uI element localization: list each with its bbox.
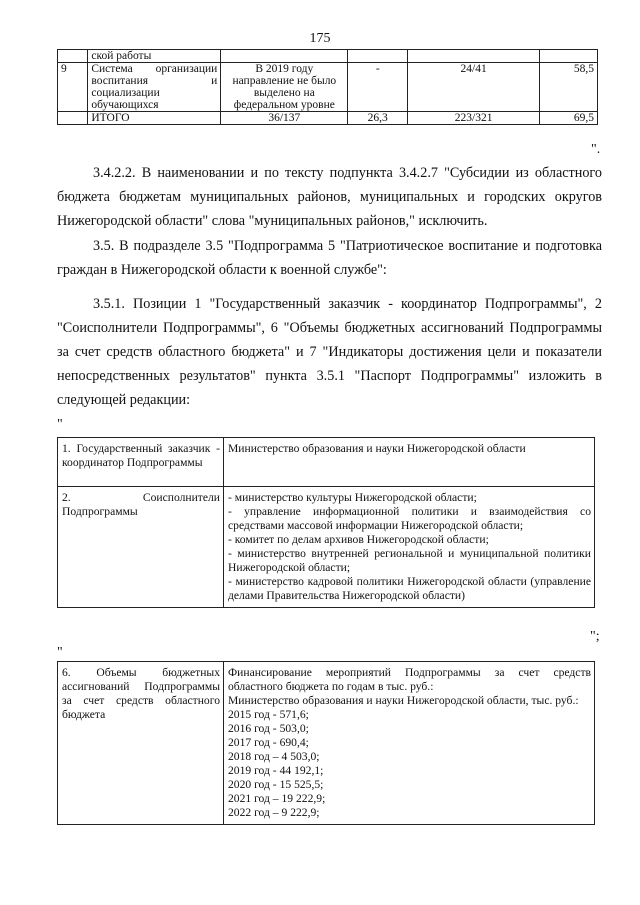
row-content: Министерство образования и науки Нижегородской области: [224, 438, 595, 487]
paragraph-3-5-1: 3.5.1. Позиции 1 "Государственный заказчик - координатор Подпрограммы", 2 "Соисполнители Подпрограммы", 6 "Объемы бюджетных ассигнований Подпрограммы за счет средств областного бюджета" и 7 "Индикаторы достижения цели и показатели непосредственных результатов" пункта 3.5.1 "Паспорт Подпрограммы" изложить в следующей редакции:: [57, 296, 602, 408]
total-value: 223/321: [408, 112, 540, 125]
page-number: 175: [309, 31, 331, 46]
opening-quote: ": [57, 417, 63, 432]
total-label: ИТОГО: [88, 112, 221, 125]
row-value: [408, 50, 540, 63]
row-number: [58, 50, 88, 63]
row-content: Финансирование мероприятий Подпрограммы за счет средств областного бюджета по годам в тыс. руб.: Министерство образования и науки Нижегородской области, тыс. руб.: 2015 год - 571,6; 2016 год - 503,0; 2017 год - 690,4; 2018 год – 4 503,0; 2019 год - 44 192,1; 2020 год - 15 525,5; 2021 год – 19 222,9; 2022 год – 9 222,9;: [224, 662, 595, 825]
closing-quote: ";: [590, 629, 600, 644]
row-value: [540, 50, 598, 63]
table-row: [58, 63, 598, 112]
opening-quote: ": [57, 645, 63, 660]
total-value: 36/137: [221, 112, 348, 125]
row-label: 2. Соисполнители Подпрограммы: [58, 487, 224, 608]
table-row: [58, 487, 595, 608]
row-label: 1. Государственный заказчик - координатор Подпрограммы: [58, 438, 224, 487]
row-number: 9: [58, 63, 88, 112]
passport-table-1: [57, 437, 595, 608]
row-value: -: [348, 63, 408, 112]
row-value: В 2019 году направление не было выделено на федеральном уровне: [221, 63, 348, 112]
row-value: 24/41: [408, 63, 540, 112]
total-value: 26,3: [348, 112, 408, 125]
paragraph-3-4-2-2: 3.4.2.2. В наименовании и по тексту подпункта 3.4.2.7 "Субсидии из областного бюджета бюджетам муниципальных районов, муниципальных и городских округов Нижегородской области" слова "муниципальных районов," исключить.: [57, 165, 602, 229]
closing-quote: ".: [591, 142, 601, 157]
row-value: [348, 50, 408, 63]
table-row: [58, 438, 595, 487]
row-name: ской работы: [88, 50, 221, 63]
total-row: [58, 112, 598, 125]
paragraph-3-5: 3.5. В подразделе 3.5 "Подпрограмма 5 "Патриотическое воспитание и подготовка граждан в Нижегородской области к военной службе":: [57, 238, 602, 278]
row-content: - министерство культуры Нижегородской области; - управление информационной политики и взаимодействия со средствами массовой информации Нижегородской области; - комитет по делам архивов Нижегородской области; - министерство внутренней региональной и муниципальной политики Нижегородской области; - министерство кадровой политики Нижегородской области (управление делами Правительства Нижегородской области): [224, 487, 595, 608]
row-value: 58,5: [540, 63, 598, 112]
row-name: Система организации воспитания и социализации обучающихся: [88, 63, 221, 112]
table-row: [58, 50, 598, 63]
passport-table-2: [57, 661, 595, 825]
results-table: [57, 49, 598, 125]
row-label: 6. Объемы бюджетных ассигнований Подпрограммы за счет средств областного бюджета: [58, 662, 224, 825]
table-row: [58, 662, 595, 825]
row-value: [221, 50, 348, 63]
total-value: 69,5: [540, 112, 598, 125]
